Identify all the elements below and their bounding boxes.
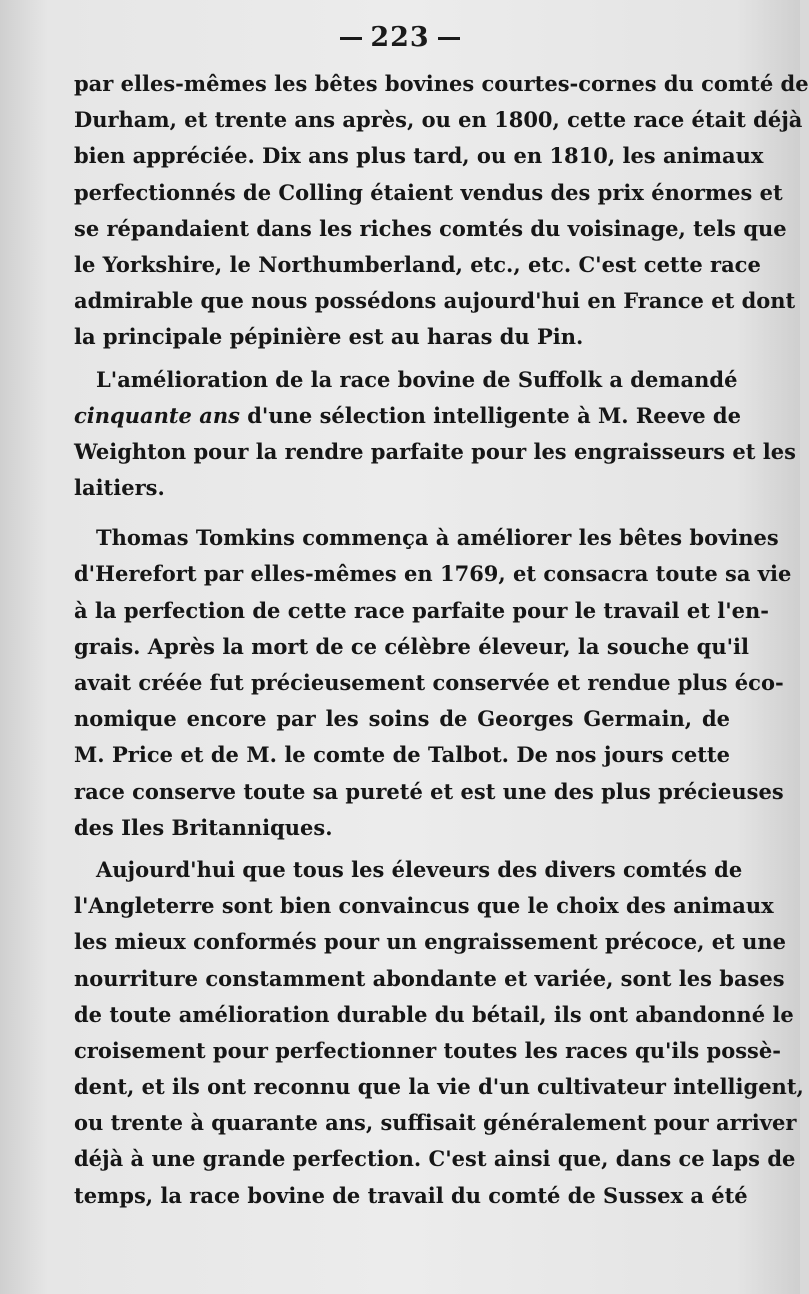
text-line: ou trente à quarante ans, suffisait généralement pour arriver <box>74 1110 797 1136</box>
text-line: nourriture constamment abondante et variée, sont les bases <box>74 965 785 991</box>
page-number-value: 223 <box>370 22 430 53</box>
text-line: bien appréciée. Dix ans plus tard, ou en 1810, les animaux <box>74 143 764 169</box>
text-line-rest: d'une sélection intelligente à M. Reeve de <box>239 402 741 428</box>
dash-right <box>438 37 460 40</box>
italic-phrase: cinquante ans <box>74 402 240 428</box>
paragraph-gap <box>74 506 730 520</box>
text-line: des Iles Britanniques. <box>74 814 333 840</box>
text-line: se répandaient dans les riches comtés du voisinage, tels que <box>74 215 787 241</box>
text-line: Aujourd'hui que tous les éleveurs des divers comtés de <box>96 856 743 882</box>
text-line: dent, et ils ont reconnu que la vie d'un cultivateur intelligent, <box>74 1074 804 1100</box>
text-line: Weighton pour la rendre parfaite pour les engraisseurs et les <box>74 438 796 464</box>
text-line: laitiers. <box>74 475 165 501</box>
text-line: admirable que nous possédons aujourd'hui en France et dont <box>74 288 796 314</box>
text-line: à la perfection de cette race parfaite pour le travail et l'en- <box>74 597 769 623</box>
text-line: par elles-mêmes les bêtes bovines courtes-cornes du comté de <box>74 71 809 96</box>
dash-left <box>340 37 362 40</box>
text-line: Durham, et trente ans après, ou en 1800, cette race était déjà <box>74 107 803 133</box>
text-line: Thomas Tomkins commença à améliorer les bêtes bovines <box>96 525 779 551</box>
body-text <box>74 66 809 1214</box>
text-line: l'Angleterre sont bien convaincus que le choix des animaux <box>74 893 774 919</box>
text-line: croisement pour perfectionner toutes les races qu'ils possè- <box>74 1037 781 1063</box>
text-line: d'Herefort par elles-mêmes en 1769, et consacra toute sa vie <box>74 561 792 587</box>
text-line: le Yorkshire, le Northumberland, etc., etc. C'est cette race <box>74 251 761 277</box>
text-line: race conserve toute sa pureté et est une des plus précieuses <box>74 778 784 804</box>
text-line: M. Price et de M. le comte de Talbot. De nos jours cette <box>74 742 730 768</box>
text-line: temps, la race bovine de travail du comté de Sussex a été <box>74 1182 748 1208</box>
text-line: déjà à une grande perfection. C'est ainsi que, dans ce laps de <box>74 1146 796 1172</box>
text-line: L'amélioration de la race bovine de Suffolk a demandé <box>96 366 738 392</box>
text-line: perfectionnés de Colling étaient vendus des prix énormes et <box>74 179 783 205</box>
text-line: la principale pépinière est au haras du Pin. <box>74 324 584 350</box>
text-line: avait créée fut précieusement conservée et rendue plus éco- <box>74 670 784 695</box>
text-line: grais. Après la mort de ce célèbre éleveur, la souche qu'il <box>74 633 749 659</box>
text-line: de toute amélioration durable du bétail, ils ont abandonné le <box>74 1001 794 1027</box>
text-line-italic <box>74 398 741 434</box>
text-line: nomique encore par les soins de Georges Germain, de <box>74 706 730 732</box>
text-line: les mieux conformés pour un engraissement précoce, et une <box>74 929 786 955</box>
page-number <box>0 22 800 53</box>
